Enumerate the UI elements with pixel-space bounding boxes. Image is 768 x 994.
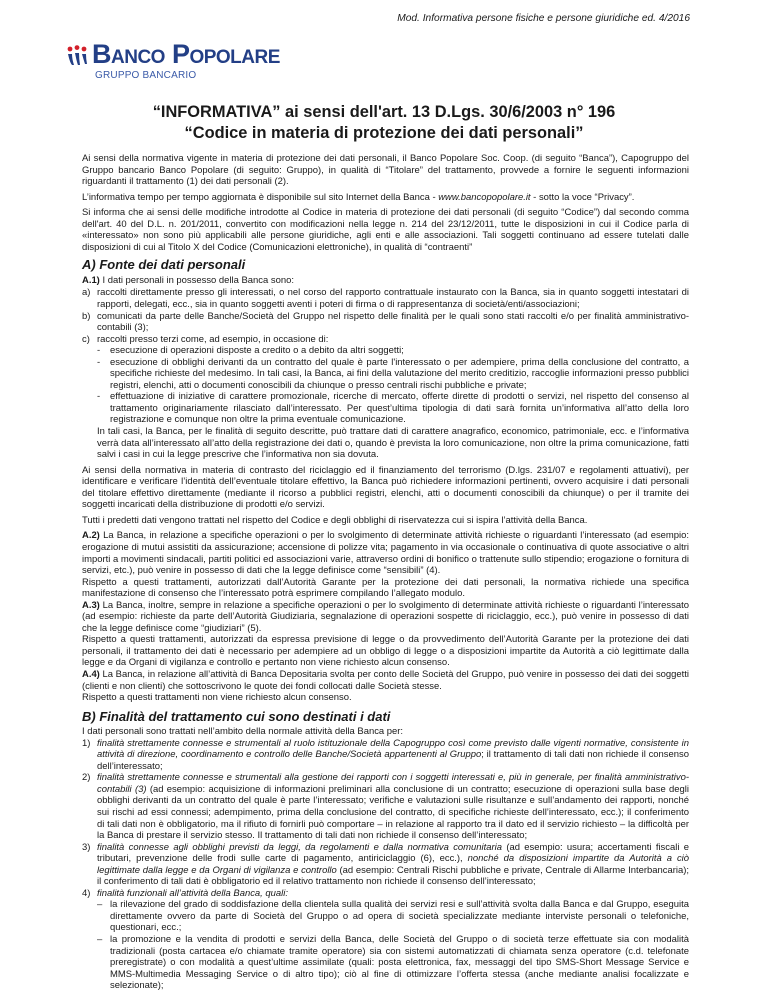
list-label: b) [82,310,91,322]
a2-after: Rispetto a questi trattamenti, autorizzati dall’Autorità Garante per la protezione dei dati personali, la normativa richiede una specifica manifestazione di consenso che l’interessato potrà esprimere compilando l’allegato modulo. [82,576,689,600]
b3-italic-2: nonché da disposizioni impartite da Autorità a ciò legittimate dalla legge e da Organi di vigilanza e controllo [97,853,690,876]
a2-text: La Banca, in relazione a specifiche operazioni o per lo svolgimento di determinate attività richieste o riguardanti l’interessato (ad esempio: erogazione di mutui assistiti da assicurazione; accensione di polizze vita; pagamento in via occasionale o continuativa di quote associative o altri importi a movimenti sindacali, partiti politici ed associazioni varie, attraverso ordini di bonifico o trattenute sullo stipendio; erogazione o fornitura di servizi, etc.), può venire in possesso di dati che la legge definisce come “sensibili” (4). [82,530,689,577]
dash-text: la promozione e la vendita di prodotti e servizi della Banca, delle Società del Gruppo o di società terze effettuate sia con modalità tradizionali (posta cartacea e/o chiamate tramite operatore) sia con sistemi automatizzati di chiamata senza operatore (c.d. telefonate preregistrate) o con modalità a quest’ultime assimilate (quali: posta elettronica, fax, messaggi del tipo SMS-Short Message Service e MMS-Multimedia Messaging Service o di altro tipo); ciò al fine di ottimizzare l’offerta stessa (anche mediante analisi focalizzate e selezionate); [110,934,689,992]
dash-text: esecuzione di obblighi derivanti da un contratto del quale è parte l'interessato o per adempiere, prima della conclusione del contratto, a specifiche richieste del medesimo. In tali casi, la Banca, ai fini della valutazione del merito creditizio, raccoglie informazioni presso pubblici registri, elenchi, atti o documenti conoscibili da chiunque o presso centrali rischi pubbliche e private; [110,356,689,391]
intro-p2-text-end: - sotto la voce “Privacy”. [530,191,635,203]
a3-paragraph [82,600,689,635]
list-text: comunicati da parte delle Banche/Società del Gruppo nel rispetto delle finalità per le quali sono stati raccolti e/o per finalità amministrativo-contabili (3); [97,310,689,334]
list-item-c [82,334,689,346]
document-body [82,153,689,992]
a2-paragraph [82,530,689,576]
intro-p2-text: L’informativa tempo per tempo aggiornata è disponibile sul sito Internet della Banca - [82,191,439,203]
a2-label: A.2) [82,530,100,542]
b-item-2 [82,772,689,841]
b3-text: (ad esempio: usura; accertamenti fiscali e tributari, prevenzione delle frodi sulle carte di pagamento, antiriciclaggio (6), ecc.), [97,841,689,865]
list-label: 2) [82,772,91,784]
a4-label: A.4) [82,668,100,680]
website-link[interactable]: www.bancopopolare.it [438,191,531,203]
dash-text: effettuazione di iniziative di carattere promozionale, ricerche di mercato, offerte dirette di prodotti o servizi, nel rispetto del consenso al trattamento originariamente rilasciato dall’interessato. Per quest’ultima tipologia di dati sarà fornita un’informativa all’atto della loro registrazione e comunque non oltre la prima eventuale comunicazione. [110,391,689,426]
b4-italic: finalità funzionali all’attività della Banca, quali: [97,887,288,899]
intro-paragraph-1: Ai sensi della normativa vigente in materia di protezione dei dati personali, il Banco Popolare Soc. Coop. (di seguito “Banca”), Capogruppo del Gruppo bancario Banco Popolare (di seguito: Gruppo), in qualità di “Titolare” del trattamento, provvede a fornire le seguenti informazioni riguardanti il trattamento (1) dei dati personali (2). [82,153,689,188]
list-label: 4) [82,887,91,899]
a4-text: La Banca, in relazione all’attività di Banca Depositaria svolta per conto delle Società del Gruppo, può venire in possesso dei dati dei soggetti (clienti e non clienti) che sottoscrivono le quote dei fondi collocati dalle Società stesse. [82,668,689,692]
list-label: c) [82,333,90,345]
b2-text: (ad esempio: acquisizione di informazioni preliminari alla conclusione di un contratto; esecuzione di operazioni sulla base degli obblighi derivanti da un contratto del quale è parte l’interessato; verifiche e valutazioni sulle risultanze e sull’andamento dei rapporti, nonché sui rischi ad essi connessi; adempimento, prima della conclusione del contratto, di specifiche richieste dell’interessato, ecc.); il conferimento di tali dati non è obbligatorio, ma il rifiuto di fornirli può comportare – in relazione al rapporto tra il dato ed il servizio richiesto – la difficoltà per la Banca di prestare il servizio stesso. Il trattamento di tali dati non richiede il consenso dell’interessato; [97,783,689,842]
title-line-2: “Codice in materia di protezione dei dati personali” [184,124,584,142]
b3-italic: finalità connesse agli obblighi previsti da leggi, da regolamenti e dalla normativa comunitaria [97,841,502,853]
a1-text: I dati personali in possesso della Banca sono: [99,274,294,286]
list-item-b [82,311,689,334]
dash-item: - effettuazione di iniziative di carattere promozionale, ricerche di mercato, offerte dirette di prodotti o servizi, nel rispetto del consenso al trattamento originariamente rilasciato dall’interessato. Per quest’ultima tipologia di dati sarà fornita un’informativa all’atto della loro registrazione e comunque non oltre la prima eventuale comunicazione. [97,391,689,426]
b-item-1 [82,738,689,773]
a3-after: Rispetto a questi trattamenti, autorizzati da espressa previsione di legge o da provvedimento dell’Autorità Garante per la protezione dei dati personali, il trattamento dei dati è necessario per adempiere ad un obbligo di legge o a disposizioni impartite da Autorità a ciò legittimate dalla legge e da Organi di vigilanza e controllo e pertanto non viene richiesto alcun consenso. [82,634,689,669]
a4-after: Rispetto a questi trattamenti non viene richiesto alcun consenso. [82,692,352,704]
a3-label: A.3) [82,599,100,611]
c-note: In tali casi, la Banca, per le finalità di seguito descritte, può trattare dati di carattere anagrafico, economico, patrimoniale, ecc. e l’informativa verrà data all’interessato all’atto della registrazione dei dati o, quando è prevista la loro comunicazione, non oltre la prima comunicazione, fatti salvi i casi in cui la legge prescrive che l’informativa non sia dovuta. [97,426,689,461]
list-label: a) [82,287,91,299]
b-item-4 [82,888,689,900]
list-text: raccolti presso terzi come, ad esempio, in occasione di: [97,333,329,345]
b-intro: I dati personali sono trattati nell’ambito della normale attività della Banca per: [82,726,404,738]
list-item-a [82,287,689,310]
dash-text: esecuzione di operazioni disposte a credito o a debito da altri soggetti; [110,345,404,357]
intro-paragraph-3: Si informa che ai sensi delle modifiche introdotte al Codice in materia di protezione dei dati personali (di seguito “Codice”) dal secondo comma dell'art. 40 del D.L. n. 201/2011, convertito con modificazioni nella legge n. 214 del 23/12/2011, tutte le disposizioni in cui il Codice parla di «interessato» non sono più applicabili alle persone giuridiche, agli enti e alle associazioni. Tali soggetti continuano ad essere tutelati dalle disposizioni di cui al Titolo X del Codice (Comunicazioni elettroniche), in qualità di “contraenti” [82,207,689,253]
a3-text: La Banca, inoltre, sempre in relazione a specifiche operazioni o per lo svolgimento di determinate attività richieste o riguardanti l’interessato (ad esempio: richieste da parte dell’Autorità Giudiziaria, segnalazione di operazioni sospette di riciclaggio, ecc.), può venire in possesso di dati che la legge definisce come “giudiziari” (5). [82,599,689,634]
dash-item: - esecuzione di operazioni disposte a credito o a debito da altri soggetti; [97,345,689,357]
a1-label: A.1) [82,274,100,286]
list-label: 3) [82,841,91,853]
a1-paragraph [82,275,689,287]
bank-logo [66,39,280,91]
intro-paragraph-2 [82,192,689,204]
section-b-heading: B) Finalità del trattamento cui sono destinati i dati [82,708,391,724]
antiriciclaggio-paragraph: Ai sensi della normativa in materia di contrasto del riciclaggio ed il finanziamento del terrorismo (D.lgs. 231/07 e regolamenti attuativi), per identificare e verificare l’identità dell’eventuale titolare effettivo, la Banca può richiedere informazioni pertinenti, ovvero acquisire i dati personali del titolare effettivo direttamente (mediante il ricorso a pubblici registri, elenchi, atti o documenti conoscibili da chiunque) o per il tramite dei soggetti incaricati della distribuzione di prodotti e/o servizi. [82,464,689,511]
b1-text: ; il trattamento di tali dati non richiede il consenso dell’interessato; [97,749,689,772]
b2-italic: finalità strettamente connesse e strumentali alla gestione dei rapporti con i soggetti interessati e, più in generale, per finalità amministrativo-contabili (3) [97,772,689,795]
logo-subtitle: GRUPPO BANCARIO [95,70,197,81]
section-a-heading: A) Fonte dei dati personali [82,257,246,273]
form-code-note: Mod. Informativa persone fisiche e persone giuridiche ed. 4/2016 [397,13,690,24]
list-text: raccolti direttamente presso gli interessati, o nel corso del rapporto contrattuale instaurato con la Banca, sia in quanto soggetti intestatari di rapporti, delegati, ecc., sia in quanto soggetti aventi i poteri di firma o di rappresentanza di società/enti/associazioni; [97,287,689,311]
b3-text-2: (ad esempio: Centrali Rischi pubbliche e private, Centrale di Allarme Interbancaria); il conferimento di tali dati è obbligatorio ed il relativo trattamento non richiede il consenso dell’interessato; [97,864,689,888]
dash-item: – la rilevazione del grado di soddisfazione della clientela sulla qualità dei servizi resi e sull’attività svolta dalla Banca e dal Gruppo, eseguita direttamente ovvero da parte di Società del Gruppo o ad opera di società specializzate mediante interviste personali o telefoniche, questionari, ecc.; [97,899,689,934]
riservatezza-paragraph: Tutti i predetti dati vengono trattati nel rispetto del Codice e degli obblighi di riservatezza cui si ispira l’attività della Banca. [82,514,588,526]
b-item-3 [82,842,689,888]
dash-text: la rilevazione del grado di soddisfazione della clientela sulla qualità dei servizi resi e sull’attività svolta dalla Banca e dal Gruppo, eseguita direttamente ovvero da parte di Società del Gruppo o ad opera di società specializzate mediante interviste personali o telefoniche, questionari, ecc.; [110,899,689,934]
logo-mark-icon [66,45,90,67]
a4-paragraph [82,669,689,692]
dash-item: – la promozione e la vendita di prodotti e servizi della Banca, delle Società del Gruppo o di società terze effettuate sia con modalità tradizionali (posta cartacea e/o chiamate tramite operatore) sia con sistemi automatizzati di chiamata senza operatore (c.d. telefonate preregistrate) o con modalità a quest’ultime assimilate (quali: posta elettronica, fax, messaggi del tipo SMS-Short Message Service e MMS-Multimedia Messaging Service o di altro tipo); ciò al fine di ottimizzare l’offerta stessa (anche mediante analisi focalizzate e selezionate); [97,934,689,992]
logo-name: Banco Popolare [92,39,280,69]
title-line-1: “INFORMATIVA” ai sensi dell'art. 13 D.Lgs. 30/6/2003 n° 196 [152,103,616,121]
list-label: 1) [82,737,91,749]
document-title [0,102,768,144]
b1-italic: finalità strettamente connesse e strumentali al ruolo istituzionale della Capogruppo così come previsto dalle vigenti normative, consistente in attività di direzione, coordinamento e controllo delle Banche/Società appartenenti al Gruppo [97,737,689,761]
dash-item: - esecuzione di obblighi derivanti da un contratto del quale è parte l'interessato o per adempiere, prima della conclusione del contratto, a specifiche richieste del medesimo. In tali casi, la Banca, ai fini della valutazione del merito creditizio, raccoglie informazioni presso pubblici registri, elenchi, atti o documenti conoscibili da chiunque o presso centrali rischi pubbliche e private; [97,356,689,391]
